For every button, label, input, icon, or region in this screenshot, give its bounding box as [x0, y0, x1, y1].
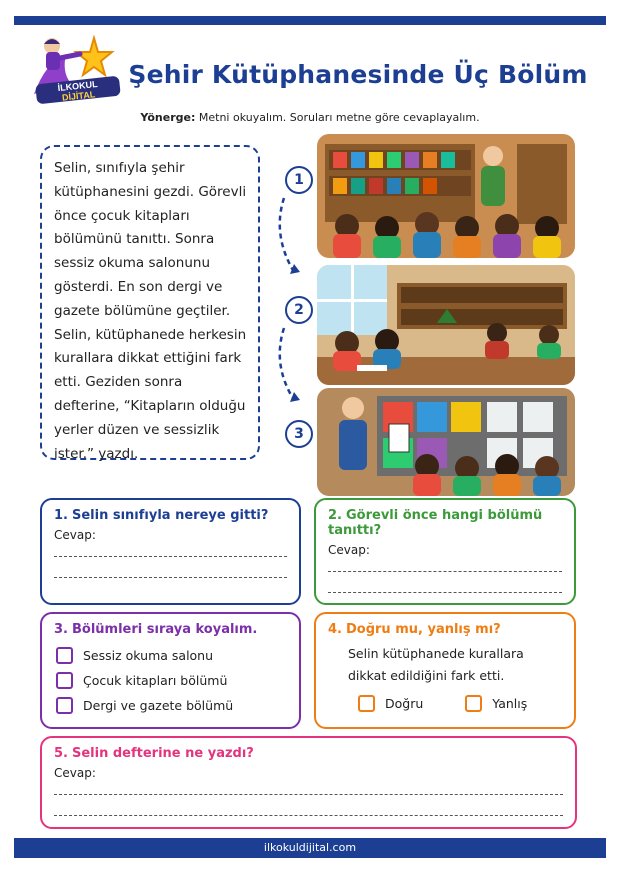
checkbox-icon[interactable] [56, 672, 73, 689]
answer-line[interactable] [54, 577, 287, 578]
checkbox-icon[interactable] [56, 647, 73, 664]
question-5-box [40, 736, 577, 829]
answer-line[interactable] [328, 592, 562, 593]
question-1-title: 1. Selin sınıfıyla nereye gitti? [54, 508, 269, 523]
order-item [54, 672, 287, 689]
order-item [54, 647, 287, 664]
question-5-title: 5. Selin defterine ne yazdı? [54, 746, 254, 761]
page-title: Şehir Kütüphanesinde Üç Bölüm [128, 60, 588, 89]
answer-label: Cevap: [328, 543, 370, 557]
answer-line[interactable] [54, 556, 287, 557]
scene-reading-room [317, 265, 575, 385]
question-3-title: 3. Bölümleri sıraya koyalım. [54, 622, 258, 637]
order-item-label: Dergi ve gazete bölümü [83, 698, 234, 713]
answer-label: Cevap: [54, 766, 96, 780]
library-scene-image [317, 388, 575, 496]
option-false-label: Yanlış [492, 696, 528, 711]
instruction [0, 111, 620, 124]
answer-line[interactable] [54, 794, 563, 795]
statement: Selin kütüphanede kurallara dikkat edildiğini fark etti. [348, 646, 524, 683]
answer-label: Cevap: [54, 528, 96, 542]
dashed-arrow-icon [270, 190, 310, 430]
checkbox-icon[interactable] [56, 697, 73, 714]
site-logo [24, 32, 122, 112]
question-3-box [40, 612, 301, 729]
order-item-label: Çocuk kitapları bölümü [83, 673, 228, 688]
story-box [40, 145, 260, 460]
option-true-label: Doğru [385, 696, 424, 711]
logo-text: İLKOKUL DİJİTAL [35, 76, 121, 105]
top-bar [14, 16, 606, 25]
library-scene-image [317, 265, 575, 385]
order-item-label: Sessiz okuma salonu [83, 648, 214, 663]
question-2-box [314, 498, 576, 605]
story-text: Selin, sınıfıyla şehir kütüphanesini gezdi. Görevli önce çocuk kitapları bölümünü tanıttı. Sonra sessiz okuma salonunu gösterdi. En son dergi ve gazete bölümüne geçtiler. Selin, kütüphanede herkesin kurallara dikkat ettiğini fark etti. Geziden sonra defterine, “Kitapların olduğu yerler düzen ve sessizlik ister.” yazdı. [54, 160, 247, 462]
answer-line[interactable] [328, 571, 562, 572]
question-4-title: 4. Doğru mu, yanlış mı? [328, 622, 501, 637]
scene-magazines [317, 388, 575, 496]
step-circle-3: 3 [285, 420, 313, 448]
question-4-box [314, 612, 576, 729]
footer-site: ilkokuldijital.com [14, 838, 606, 858]
step-circle-2: 2 [285, 296, 313, 324]
library-scene-image [317, 134, 575, 258]
checkbox-icon[interactable] [358, 695, 375, 712]
instruction-label: Yönerge: [140, 111, 196, 124]
question-2-title: 2. Görevli önce hangi bölümü tanıttı? [328, 508, 543, 538]
question-1-box [40, 498, 301, 605]
star-icon [76, 38, 112, 75]
instruction-text: Metni okuyalım. Soruları metne göre cevaplayalım. [195, 111, 480, 124]
checkbox-icon[interactable] [465, 695, 482, 712]
step-circle-1: 1 [285, 166, 313, 194]
answer-line[interactable] [54, 815, 563, 816]
scene-childrens-books [317, 134, 575, 258]
order-item [54, 697, 287, 714]
true-false-options [356, 695, 562, 712]
